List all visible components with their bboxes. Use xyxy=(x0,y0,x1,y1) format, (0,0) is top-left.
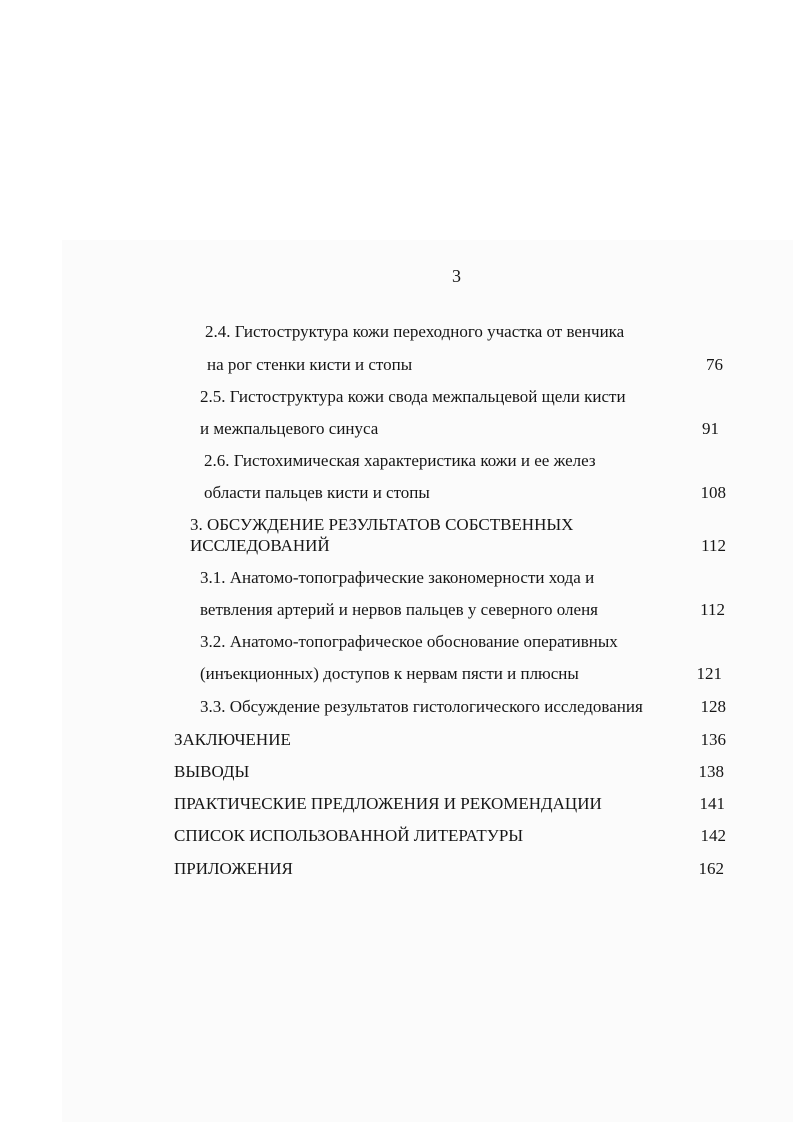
toc-entry-2-4-line-2: на рог стенки кисти и стопы xyxy=(207,355,413,374)
toc-entry-3-3-page: 128 xyxy=(700,697,726,716)
toc-entry-2-4-page: 76 xyxy=(706,355,723,374)
toc-entry-2-6-line-1: 2.6. Гистохимическая характеристика кожи и ее желез xyxy=(204,451,596,470)
toc-entry-2-5-line-2: и межпальцевого синуса xyxy=(200,419,379,438)
toc-entry-references: СПИСОК ИСПОЛЬЗОВАННОЙ ЛИТЕРАТУРЫ xyxy=(174,826,524,845)
toc-entry-2-5-page: 91 xyxy=(702,419,719,438)
toc-entry-appendices-page: 162 xyxy=(698,859,724,878)
toc-entry-3-line-1: 3. ОБСУЖДЕНИЕ РЕЗУЛЬТАТОВ СОБСТВЕННЫХ xyxy=(190,515,574,534)
toc-entry-3-line-2: ИССЛЕДОВАНИЙ xyxy=(190,536,330,555)
toc-entry-appendices: ПРИЛОЖЕНИЯ xyxy=(174,859,293,878)
toc-entry-references-page: 142 xyxy=(700,826,726,845)
toc-entry-3-1-page: 112 xyxy=(700,600,725,619)
toc-entry-2-5-line-1: 2.5. Гистоструктура кожи свода межпальцевой щели кисти xyxy=(200,387,626,406)
toc-entry-3-1-line-2: ветвления артерий и нервов пальцев у северного оленя xyxy=(200,600,599,619)
toc-entry-3-page: 112 xyxy=(701,536,726,555)
toc-entry-conclusion-page: 136 xyxy=(700,730,726,749)
toc-entry-recommendations-page: 141 xyxy=(699,794,725,813)
toc-entry-3-2-line-2: (инъекционных) доступов к нервам пясти и плюсны xyxy=(200,664,579,683)
toc-entry-findings-page: 138 xyxy=(698,762,724,781)
toc-entry-findings: ВЫВОДЫ xyxy=(174,762,250,781)
toc-entry-3-2-page: 121 xyxy=(696,664,722,683)
toc-entry-3-3-line-1: 3.3. Обсуждение результатов гистологического исследования xyxy=(200,697,643,716)
toc-entry-2-4-line-1: 2.4. Гистоструктура кожи переходного участка от венчика xyxy=(205,322,625,341)
toc-entry-conclusion: ЗАКЛЮЧЕНИЕ xyxy=(174,730,291,749)
toc-entry-2-6-page: 108 xyxy=(700,483,726,502)
page-number: 3 xyxy=(452,266,461,286)
toc-entry-2-6-line-2: области пальцев кисти и стопы xyxy=(204,483,430,502)
toc-entry-recommendations: ПРАКТИЧЕСКИЕ ПРЕДЛОЖЕНИЯ И РЕКОМЕНДАЦИИ xyxy=(174,794,602,813)
toc-entry-3-2-line-1: 3.2. Анатомо-топографическое обоснование оперативных xyxy=(200,632,618,651)
toc-entry-3-1-line-1: 3.1. Анатомо-топографические закономерности хода и xyxy=(200,568,595,587)
